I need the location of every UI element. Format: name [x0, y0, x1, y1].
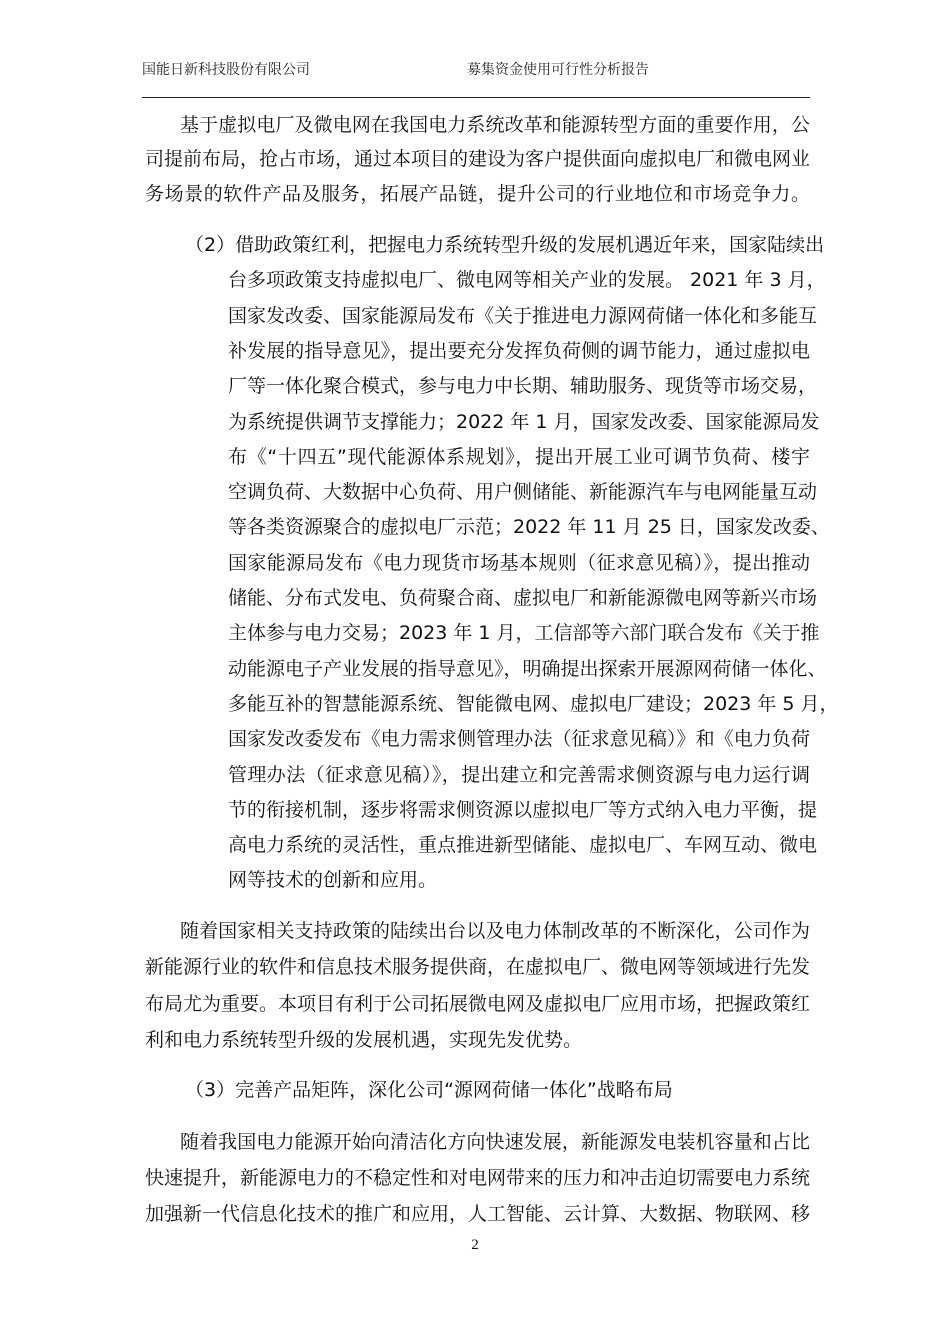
item-2-line: （2）借助政策红利，把握电力系统转型升级的发展机遇近年来，国家陆续出	[185, 234, 825, 256]
item-2-line: 动能源电子产业发展的指导意见》，明确提出探索开展源网荷储一体化、	[228, 657, 827, 680]
item-2-line: 多能互补的智慧能源系统、智能微电网、虚拟电厂建设；2023 年 5 月，	[228, 692, 839, 715]
para-4-line: 加强新一代信息化技术的推广和应用，人工智能、云计算、大数据、物联网、移	[145, 1203, 811, 1225]
item-2-line: 布《“十四五”现代能源体系规划》，提出开展工业可调节负荷、楼宇	[228, 445, 810, 468]
para-4-line: 快速提升，新能源电力的不稳定性和对电网带来的压力和冲击迫切需要电力系统	[145, 1167, 811, 1189]
item-3-line: （3）完善产品矩阵，深化公司“源网荷储一体化”战略布局	[185, 1079, 673, 1101]
para-1-line: 司提前布局，抢占市场，通过本项目的建设为客户提供面向虚拟电厂和微电网业	[145, 148, 811, 171]
item-2-line: 网等技术的创新和应用。	[228, 869, 438, 892]
item-2-line: 国家发改委、国家能源局发布《关于推进电力源网荷储一体化和多能互	[228, 304, 818, 327]
item-2-line: 空调负荷、大数据中心负荷、用户侧储能、新能源汽车与电网能量互动	[228, 481, 818, 504]
item-2-line: 台多项政策支持虚拟电厂、微电网等相关产业的发展。 2021 年 3 月，	[228, 269, 826, 292]
item-2-line: 储能、分布式发电、负荷聚合商、虚拟电厂和新能源微电网等新兴市场	[228, 587, 818, 609]
item-2-line: 等各类资源聚合的虚拟电厂示范；2022 年 11 月 25 日，国家发改委、	[228, 516, 830, 539]
item-2-line: 主体参与电力交易；2023 年 1 月，工信部等六部门联合发布《关于推	[228, 622, 820, 645]
item-2-line: 国家发改委发布《电力需求侧管理办法（征求意见稿）》和《电力负荷	[228, 728, 810, 751]
para-3-line: 利和电力系统转型升级的发展机遇，实现先发优势。	[145, 1028, 583, 1051]
para-1-line: 基于虚拟电厂及微电网在我国电力系统改革和能源转型方面的重要作用，公	[180, 114, 810, 136]
header-report-title: 募集资金使用可行性分析报告	[467, 62, 649, 78]
para-3-line: 布局尤为重要。本项目有利于公司拓展微电网及虚拟电厂应用市场，把握政策红	[145, 992, 811, 1015]
item-2-line: 为系统提供调节支撑能力；2022 年 1 月，国家发改委、国家能源局发	[228, 410, 820, 433]
item-2-line: 节的衔接机制，逐步将需求侧资源以虚拟电厂等方式纳入电力平衡，提	[228, 798, 818, 821]
item-2-line: 补发展的指导意见》，提出要充分发挥负荷侧的调节能力，通过虚拟电	[228, 339, 810, 362]
page-number: 2	[471, 1237, 479, 1253]
header-divider	[142, 97, 810, 98]
para-1-line: 务场景的软件产品及服务，拓展产品链，提升公司的行业地位和市场竞争力。	[145, 182, 810, 205]
para-3-line: 随着国家相关支持政策的陆续出台以及电力体制改革的不断深化，公司作为	[180, 920, 810, 942]
para-4-line: 随着我国电力能源开始向清洁化方向快速发展，新能源发电装机容量和占比	[180, 1131, 810, 1153]
item-2-line: 高电力系统的灵活性，重点推进新型储能、虚拟电厂、车网互动、微电	[228, 834, 818, 857]
item-2-line: 管理办法（征求意见稿）》，提出建立和完善需求侧资源与电力运行调	[228, 763, 810, 786]
header-company: 国能日新科技股份有限公司	[142, 62, 310, 78]
item-2-line: 国家能源局发布《电力现货市场基本规则（征求意见稿）》，提出推动	[228, 551, 810, 574]
item-2-line: 厂等一体化聚合模式，参与电力中长期、辅助服务、现货等市场交易，	[228, 375, 818, 398]
para-3-line: 新能源行业的软件和信息技术服务提供商，在虚拟电厂、微电网等领域进行先发	[145, 956, 811, 979]
